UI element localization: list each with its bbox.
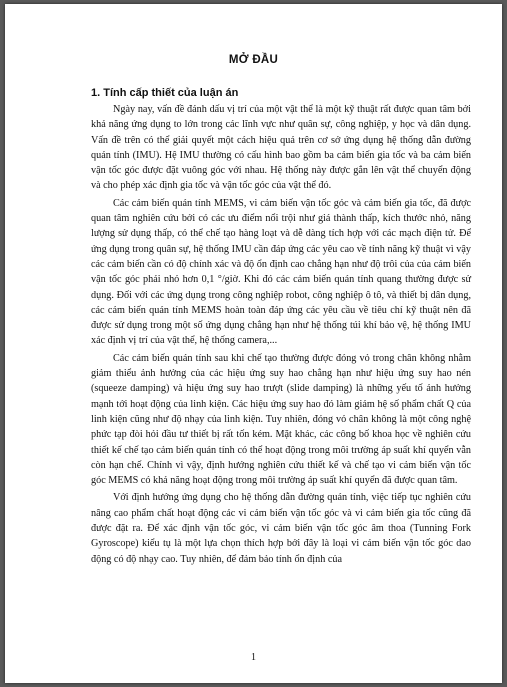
page-number: 1 bbox=[251, 652, 256, 663]
page-title: MỞ ĐẦU bbox=[228, 54, 279, 66]
document-page bbox=[5, 4, 502, 683]
paragraph: Các cảm biến quán tính sau khi chế tạo thường được đóng vỏ trong chân không nhằm giảm thiểu ảnh hưởng của các hiệu ứng suy hao chẳng hạn như hiệu ứng suy hao nén (squeeze damping) và hiệu ứng suy hao trượt (slide damping) là những yếu tố ảnh hưởng mạnh tới hoạt động của linh kiện. Các hiệu ứng suy hao đó làm giảm hệ số phẩm chất Q của linh kiện cũng như độ nhạy của linh kiện. Tuy nhiên, đóng vỏ chân không là một công nghệ phức tạp đòi hỏi đầu tư thiết bị rất tốn kém. Mặt khác, các công bố khoa học về nghiên cứu thiết kế chế tạo cảm biến quán tính có thể hoạt động trong môi trường áp suất khí quyển vẫn còn hạn chế. Chính vì vậy, định hướng nghiên cứu thiết kế và chế tạo vi cảm biến vận tốc góc MEMS có khả năng hoạt động trong môi trường áp suất khí quyển đã được quan tâm. bbox=[91, 352, 471, 487]
document-body bbox=[91, 102, 471, 569]
paragraph: Với định hướng ứng dụng cho hệ thống dẫn đường quán tính, việc tiếp tục nghiên cứu nâng cao phẩm chất hoạt động các vi cảm biến vận tốc góc và vi cảm biến gia tốc cũng đã được đặt ra. Để xác định vận tốc góc, vi cảm biến vận tốc góc âm thoa (Tunning Fork Gyroscope) kiểu tụ là một lựa chọn thích hợp bởi đây là loại vi cảm biến vận tốc góc dao động có độ nhạy cao. Tuy nhiên, để đảm bảo tính ổn định của bbox=[91, 492, 471, 565]
section-heading: 1. Tính cấp thiết của luận án bbox=[91, 87, 239, 99]
paragraph: Ngày nay, vấn đề đánh dấu vị trí của một vật thể là một kỹ thuật rất được quan tâm bởi khả năng ứng dụng to lớn trong các lĩnh vực như quân sự, công nghiệp, y học và dân dụng. Vấn đề trên có thể giải quyết một cách hiệu quả trên cơ sở ứng dụng hệ thống dẫn đường quán tính (IMU). Hệ IMU thường có cấu hình bao gồm ba cảm biến gia tốc và ba cảm biến vận tốc góc được đặt vuông góc với nhau. Hệ thống này được gắn lên vật thể chuyển động và cho phép xác định gia tốc và vận tốc góc của vật thể đó. bbox=[91, 104, 471, 192]
paragraph: Các cảm biến quán tính MEMS, vi cảm biến vận tốc góc và cảm biến gia tốc, đã được quan tâm nghiên cứu bởi có các ưu điểm nổi trội như giá thành thấp, kích thước nhỏ, năng lượng sử dụng thấp, có thể chế tạo hàng loạt và dễ dàng tích hợp với các mạch điện tử. Để ứng dụng trong quân sự, hệ thống IMU cần đáp ứng các yêu cao về tính năng kỹ thuật vì vậy các cảm biến cần có độ chính xác và độ ổn định cao chẳng hạn như độ trôi của của cảm biến vận tốc góc phải nhỏ hơn 0,1 °/giờ. Khi đó các cảm biến quán tính quang thường được sử dụng. Đối với các ứng dụng trong công nghiệp robot, công nghiệp ô tô, và thiết bị dân dụng, các cảm biến quán tính MEMS hoàn toàn đáp ứng các yêu cầu về tiêu chí kỹ thuật nên đã được sử dụng trong một số ứng dụng chẳng hạn như hệ thống túi khí bảo vệ, hệ thống IMU xác định vị trí của vật thể, hệ thống camera,... bbox=[91, 197, 471, 347]
